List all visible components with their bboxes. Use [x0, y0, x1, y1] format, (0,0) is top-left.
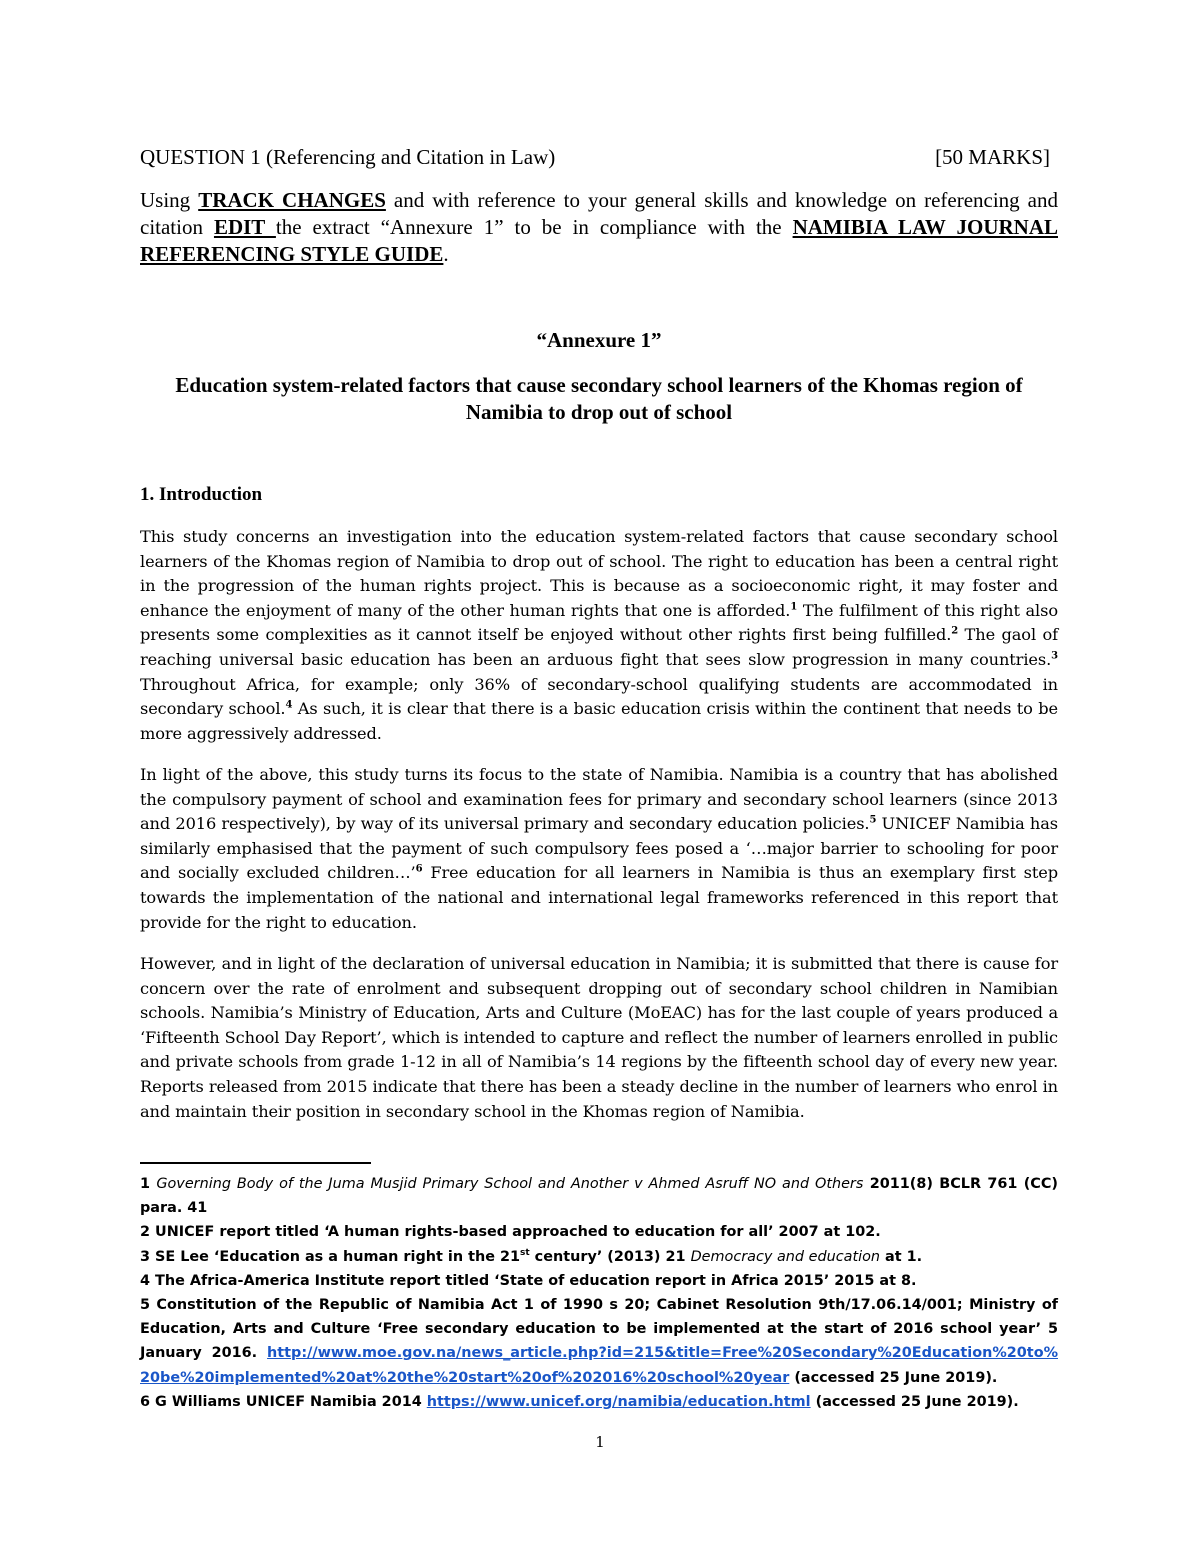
footnote-3 [140, 1245, 1058, 1269]
footnote-1 [140, 1172, 1058, 1220]
body-paragraph-3: However, and in light of the declaration of universal education in Namibia; it is submitted that there is cause for concern over the rate of enrolment and subsequent dropping out of secondary school children in Namibian schools. Namibia’s Ministry of Education, Arts and Culture (MoEAC) has for the last couple of years produced a ‘Fifteenth School Day Report’, which is intended to capture and reflect the number of learners enrolled in public and private schools from grade 1-12 in all of Namibia’s 14 regions by the fifteenth school day of every new year. Reports released from 2015 indicate that there has been a steady decline in the number of learners who enrol in and maintain their position in secondary school in the Khomas region of Namibia. [140, 954, 1058, 1121]
p2-sentence-1: In light of the above, this study turns its focus to the state of Namibia. Namibia is a country that has abolished the compulsory payment of school and examination fees for primary and secondary school learners (since 2013 and 2016 respectively), by way of its universal primary and secondary education policies. [140, 765, 1058, 834]
footnote-6-text: 6 G Williams UNICEF Namibia 2014 [140, 1393, 427, 1410]
instruction-text-3: the extract “Annexure 1” to be in compliance with the [275, 215, 793, 239]
footnote-6 [140, 1390, 1058, 1414]
section-heading: 1. Introduction [140, 484, 263, 505]
footnote-5-text: 5 Constitution of the Republic of Namibia Act 1 of 1990 s 20; Cabinet Resolution 9th/17.06.14/001; Ministry of Education, Arts and Culture ‘Free secondary education to be implemented at the start of 2016 school year’ 5 January 2016. [140, 1297, 1058, 1362]
p1-sentence-4: Throughout Africa, for example; only 36% of secondary-school qualifying students are accommodated in secondary school. [140, 674, 1058, 719]
instruction-text-4: . [443, 242, 449, 266]
annexure-label: “Annexure 1” [536, 328, 662, 352]
p1-sentence-1: This study concerns an investigation into the education system-related factors that cause secondary school learners of the Khomas region of Namibia to drop out of school. The right to education has been a central right in the progression of the human rights project. This is because as a socioeconomic right, it may foster and enhance the enjoyment of many of the other human rights that one is afforded. [140, 527, 1058, 620]
footnote-ref-5: 5 [869, 814, 877, 826]
footnote-ref-3: 3 [1051, 650, 1058, 662]
footnote-3-journal: Democracy and education [690, 1248, 881, 1265]
body-paragraph-2 [140, 763, 1058, 935]
question-marks: [50 MARKS] [935, 145, 1050, 169]
footnote-1-case-name: Governing Body of the Juma Musjid Primary School and Another v Ahmed Asruff NO and Others [156, 1176, 864, 1192]
footnote-5-accessed: (accessed 25 June 2019). [789, 1369, 998, 1386]
footnote-3-text-b: century’ (2013) 21 [529, 1248, 691, 1265]
instruction-text-1: Using [140, 188, 199, 212]
footnote-ref-2: 2 [951, 625, 959, 637]
footnote-3-ordinal: st [520, 1247, 530, 1258]
p1-sentence-2: The fulfilment of this right also presents some complexities as it cannot itself be enjoyed without other rights first being fulfilled. [140, 600, 1058, 645]
footnote-5 [140, 1293, 1058, 1390]
footnote-1-number: 1 [140, 1176, 157, 1192]
footnote-ref-4: 4 [285, 699, 293, 711]
question-heading [140, 144, 1058, 170]
track-changes-emphasis: TRACK CHANGES [198, 188, 386, 212]
p2-sentence-3: Free education for all learners in Namibia is thus an exemplary first step towards the implementation of the national and international legal frameworks referenced in this report that provide for the right to education. [140, 863, 1058, 932]
p1-sentence-5: As such, it is clear that there is a basic education crisis within the continent that needs to be more aggressively addressed. [140, 699, 1058, 743]
page-number: 1 [595, 1433, 605, 1451]
footnote-3-text-c: at 1. [880, 1248, 923, 1265]
question-title: QUESTION 1 (Referencing and Citation in Law) [140, 145, 556, 169]
footnote-1-citation: 2011(8) BCLR 761 (CC) para. 41 [140, 1176, 1058, 1217]
footnote-3-text-a: 3 SE Lee ‘Education as a human right in the 21 [140, 1248, 520, 1265]
footnote-ref-1: 1 [790, 601, 798, 613]
p2-sentence-2: UNICEF Namibia has similarly emphasised that the payment of such compulsory fees posed a ‘…major barrier to schooling for poor and socially excluded children…’ [140, 814, 1058, 883]
edit-emphasis: EDIT [213, 215, 276, 239]
annexure-title: Education system-related factors that cause secondary school learners of the Khomas region of Namibia to drop out of school [175, 373, 1023, 424]
footnote-6-accessed: (accessed 25 June 2019). [810, 1393, 1019, 1410]
style-guide-emphasis: NAMIBIA LAW JOURNAL REFERENCING STYLE GUIDE [140, 215, 1058, 266]
footnote-4: 4 The Africa-America Institute report titled ‘State of education report in Africa 2015’ 2015 at 8. [140, 1272, 917, 1289]
p1-sentence-3: The gaol of reaching universal basic education has been an arduous fight that sees slow progression in many countries. [140, 625, 1058, 669]
instruction-paragraph [140, 187, 1058, 268]
footnote-5-link[interactable]: http://www.moe.gov.na/news_article.php?id=215&title=Free%20Secondary%20Education%20to%20be%20implemented%20at%20the%20start%20of%202016%20school%20year [140, 1345, 1058, 1386]
footnote-separator [140, 1162, 371, 1164]
footnotes [140, 1172, 1058, 1414]
footnote-ref-6: 6 [415, 863, 423, 875]
body-paragraph-1 [140, 525, 1058, 746]
instruction-text-2: and with reference to your general skills and knowledge on referencing and citation [140, 188, 1058, 239]
footnote-2: 2 UNICEF report titled ‘A human rights-based approached to education for all’ 2007 at 102. [140, 1224, 881, 1241]
footnote-6-link[interactable]: https://www.unicef.org/namibia/education.html [426, 1393, 811, 1410]
